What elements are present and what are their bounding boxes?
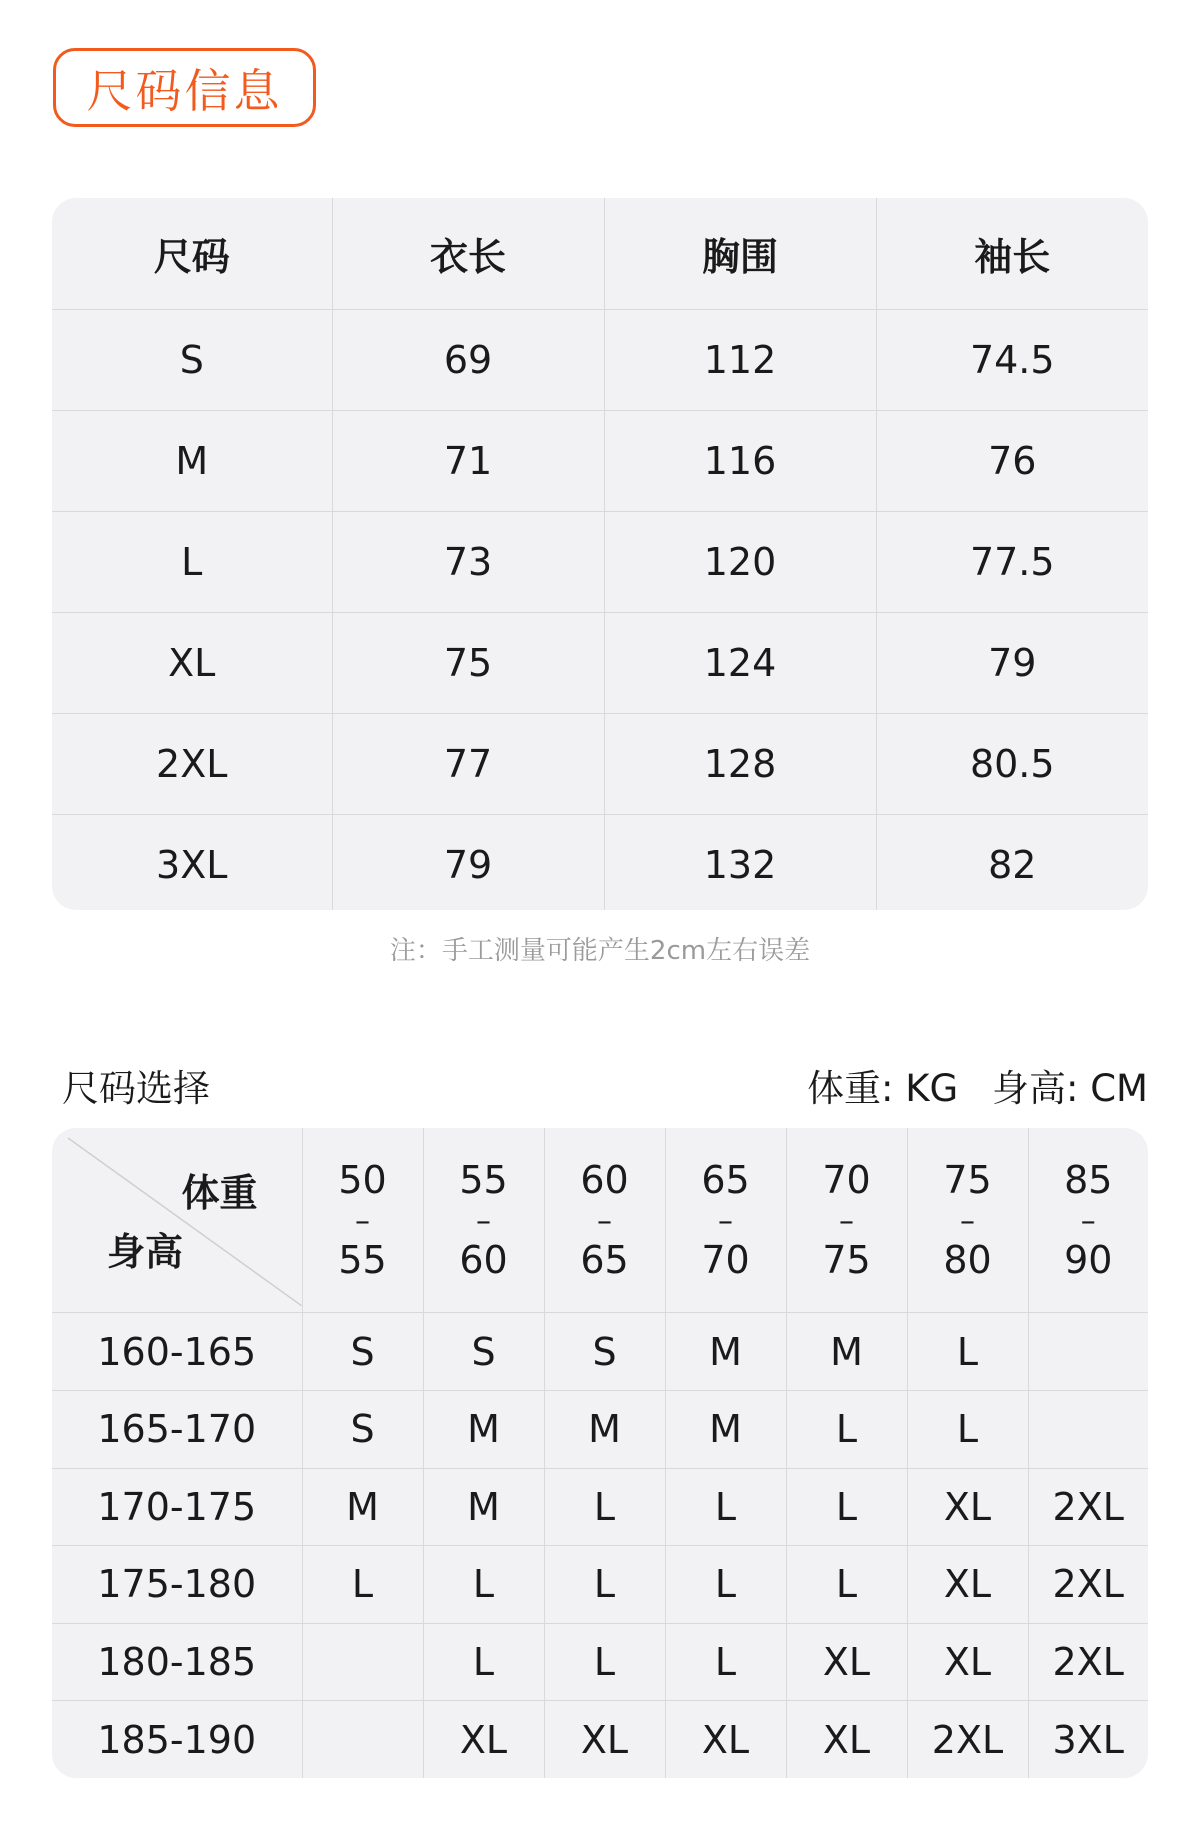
sleeve-cell: 76 [876,411,1148,512]
size-cell: S [302,1390,423,1468]
size-cell: XL [786,1623,907,1701]
size-cell: XL [907,1546,1028,1624]
size-cell [302,1623,423,1701]
table-row [52,512,1148,613]
size-cell: M [423,1390,544,1468]
size-cell: M [665,1313,786,1391]
size-cell: 2XL [1028,1623,1148,1701]
length-cell: 69 [332,310,604,411]
range-dash: – [597,1204,612,1240]
size-cell: 2XL [1028,1468,1148,1546]
height-range-cell: 180-185 [52,1623,302,1701]
size-cell: L [786,1546,907,1624]
length-cell: 77 [332,714,604,815]
weight-range-header [302,1128,423,1313]
weight-from: 70 [822,1158,871,1203]
size-cell: M [302,1468,423,1546]
weight-range-header [1028,1128,1148,1313]
chest-cell: 112 [604,310,876,411]
length-cell: 73 [332,512,604,613]
height-range-cell: 185-190 [52,1701,302,1778]
height-range-cell: 175-180 [52,1546,302,1624]
size-recommendation-table [52,1128,1148,1778]
header-chest: 胸围 [604,198,876,310]
table-row [52,411,1148,512]
sleeve-cell: 77.5 [876,512,1148,613]
table-row [52,1390,1148,1468]
size-cell: M [665,1390,786,1468]
size-cell [1028,1313,1148,1391]
weight-range-header [907,1128,1028,1313]
range-dash: – [355,1204,370,1240]
size-cell: XL [52,613,332,714]
table-row [52,1313,1148,1391]
size-selection-title: 尺码选择 [62,1067,210,1110]
weight-to: 60 [459,1238,508,1283]
size-cell: S [52,310,332,411]
size-cell: L [423,1546,544,1624]
header-length: 衣长 [332,198,604,310]
size-cell: S [544,1313,665,1391]
weight-from: 65 [701,1158,750,1203]
size-cell: L [665,1623,786,1701]
size-cell: M [544,1390,665,1468]
weight-to: 65 [580,1238,629,1283]
length-cell: 79 [332,815,604,911]
header-sleeve: 袖长 [876,198,1148,310]
size-cell [302,1701,423,1778]
height-range-cell: 165-170 [52,1390,302,1468]
table-row [52,310,1148,411]
height-range-cell: 160-165 [52,1313,302,1391]
range-dash: – [1080,1204,1096,1240]
table-row [52,613,1148,714]
size-cell: S [423,1313,544,1391]
header-size: 尺码 [153,235,230,279]
height-axis-label: 身高 [107,1230,184,1275]
size-cell: L [665,1468,786,1546]
size-cell: 3XL [52,815,332,911]
weight-from: 85 [1064,1158,1113,1203]
range-dash: – [476,1204,491,1240]
size-cell: XL [907,1623,1028,1701]
table-row [52,714,1148,815]
size-cell: XL [665,1701,786,1778]
length-cell: 75 [332,613,604,714]
sleeve-cell: 79 [876,613,1148,714]
table-row [52,1623,1148,1701]
size-cell: 2XL [1028,1546,1148,1624]
weight-range-header [544,1128,665,1313]
size-cell: 3XL [1028,1701,1148,1778]
diagonal-divider [52,1128,302,1306]
size-cell: XL [907,1468,1028,1546]
size-cell: M [786,1313,907,1391]
page-title: 尺码信息 [53,48,316,127]
weight-range-header [423,1128,544,1313]
size-cell: XL [786,1701,907,1778]
table-row [52,1701,1148,1778]
chest-cell: 116 [604,411,876,512]
table-row [52,815,1148,911]
weight-to: 75 [822,1238,871,1283]
size-cell: XL [423,1701,544,1778]
size-cell: L [786,1390,907,1468]
range-dash: – [960,1204,975,1240]
size-cell: L [544,1468,665,1546]
sleeve-cell: 82 [876,815,1148,911]
size-cell: L [544,1546,665,1624]
weight-to: 90 [1064,1238,1113,1283]
range-dash: – [839,1204,854,1240]
size-cell: L [423,1623,544,1701]
size-cell [1028,1390,1148,1468]
corner-header [52,1128,302,1313]
sleeve-cell: 80.5 [876,714,1148,815]
table-row [52,1468,1148,1546]
weight-to: 55 [338,1238,387,1283]
weight-to: 80 [943,1238,992,1283]
size-cell: L [302,1546,423,1624]
size-info-table [52,198,1148,910]
chest-cell: 128 [604,714,876,815]
size-cell: L [786,1468,907,1546]
size-cell: 2XL [907,1701,1028,1778]
size-cell: L [52,512,332,613]
size-cell: M [423,1468,544,1546]
unit-legend [807,1058,1148,1112]
weight-axis-label: 体重 [181,1171,258,1215]
height-range-cell: 170-175 [52,1468,302,1546]
size-cell: 2XL [52,714,332,815]
size-cell: L [907,1390,1028,1468]
size-cell: XL [544,1701,665,1778]
weight-to: 70 [701,1238,750,1283]
height-unit: 身高: CM [992,1067,1148,1110]
weight-from: 55 [459,1158,508,1203]
weight-from: 60 [580,1158,629,1203]
weight-from: 50 [338,1158,387,1203]
weight-range-header [665,1128,786,1313]
measurement-note: 注：手工测量可能产生2cm左右误差 [389,936,811,966]
size-cell: L [907,1313,1028,1391]
chest-cell: 124 [604,613,876,714]
chest-cell: 132 [604,815,876,911]
sleeve-cell: 74.5 [876,310,1148,411]
size-cell: S [302,1313,423,1391]
size-cell: L [665,1546,786,1624]
table-row [52,1546,1148,1624]
length-cell: 71 [332,411,604,512]
weight-range-header [786,1128,907,1313]
weight-from: 75 [943,1158,992,1203]
weight-unit: 体重: KG [807,1067,959,1110]
chest-cell: 120 [604,512,876,613]
range-dash: – [718,1204,733,1240]
size-cell: M [52,411,332,512]
size-cell: L [544,1623,665,1701]
